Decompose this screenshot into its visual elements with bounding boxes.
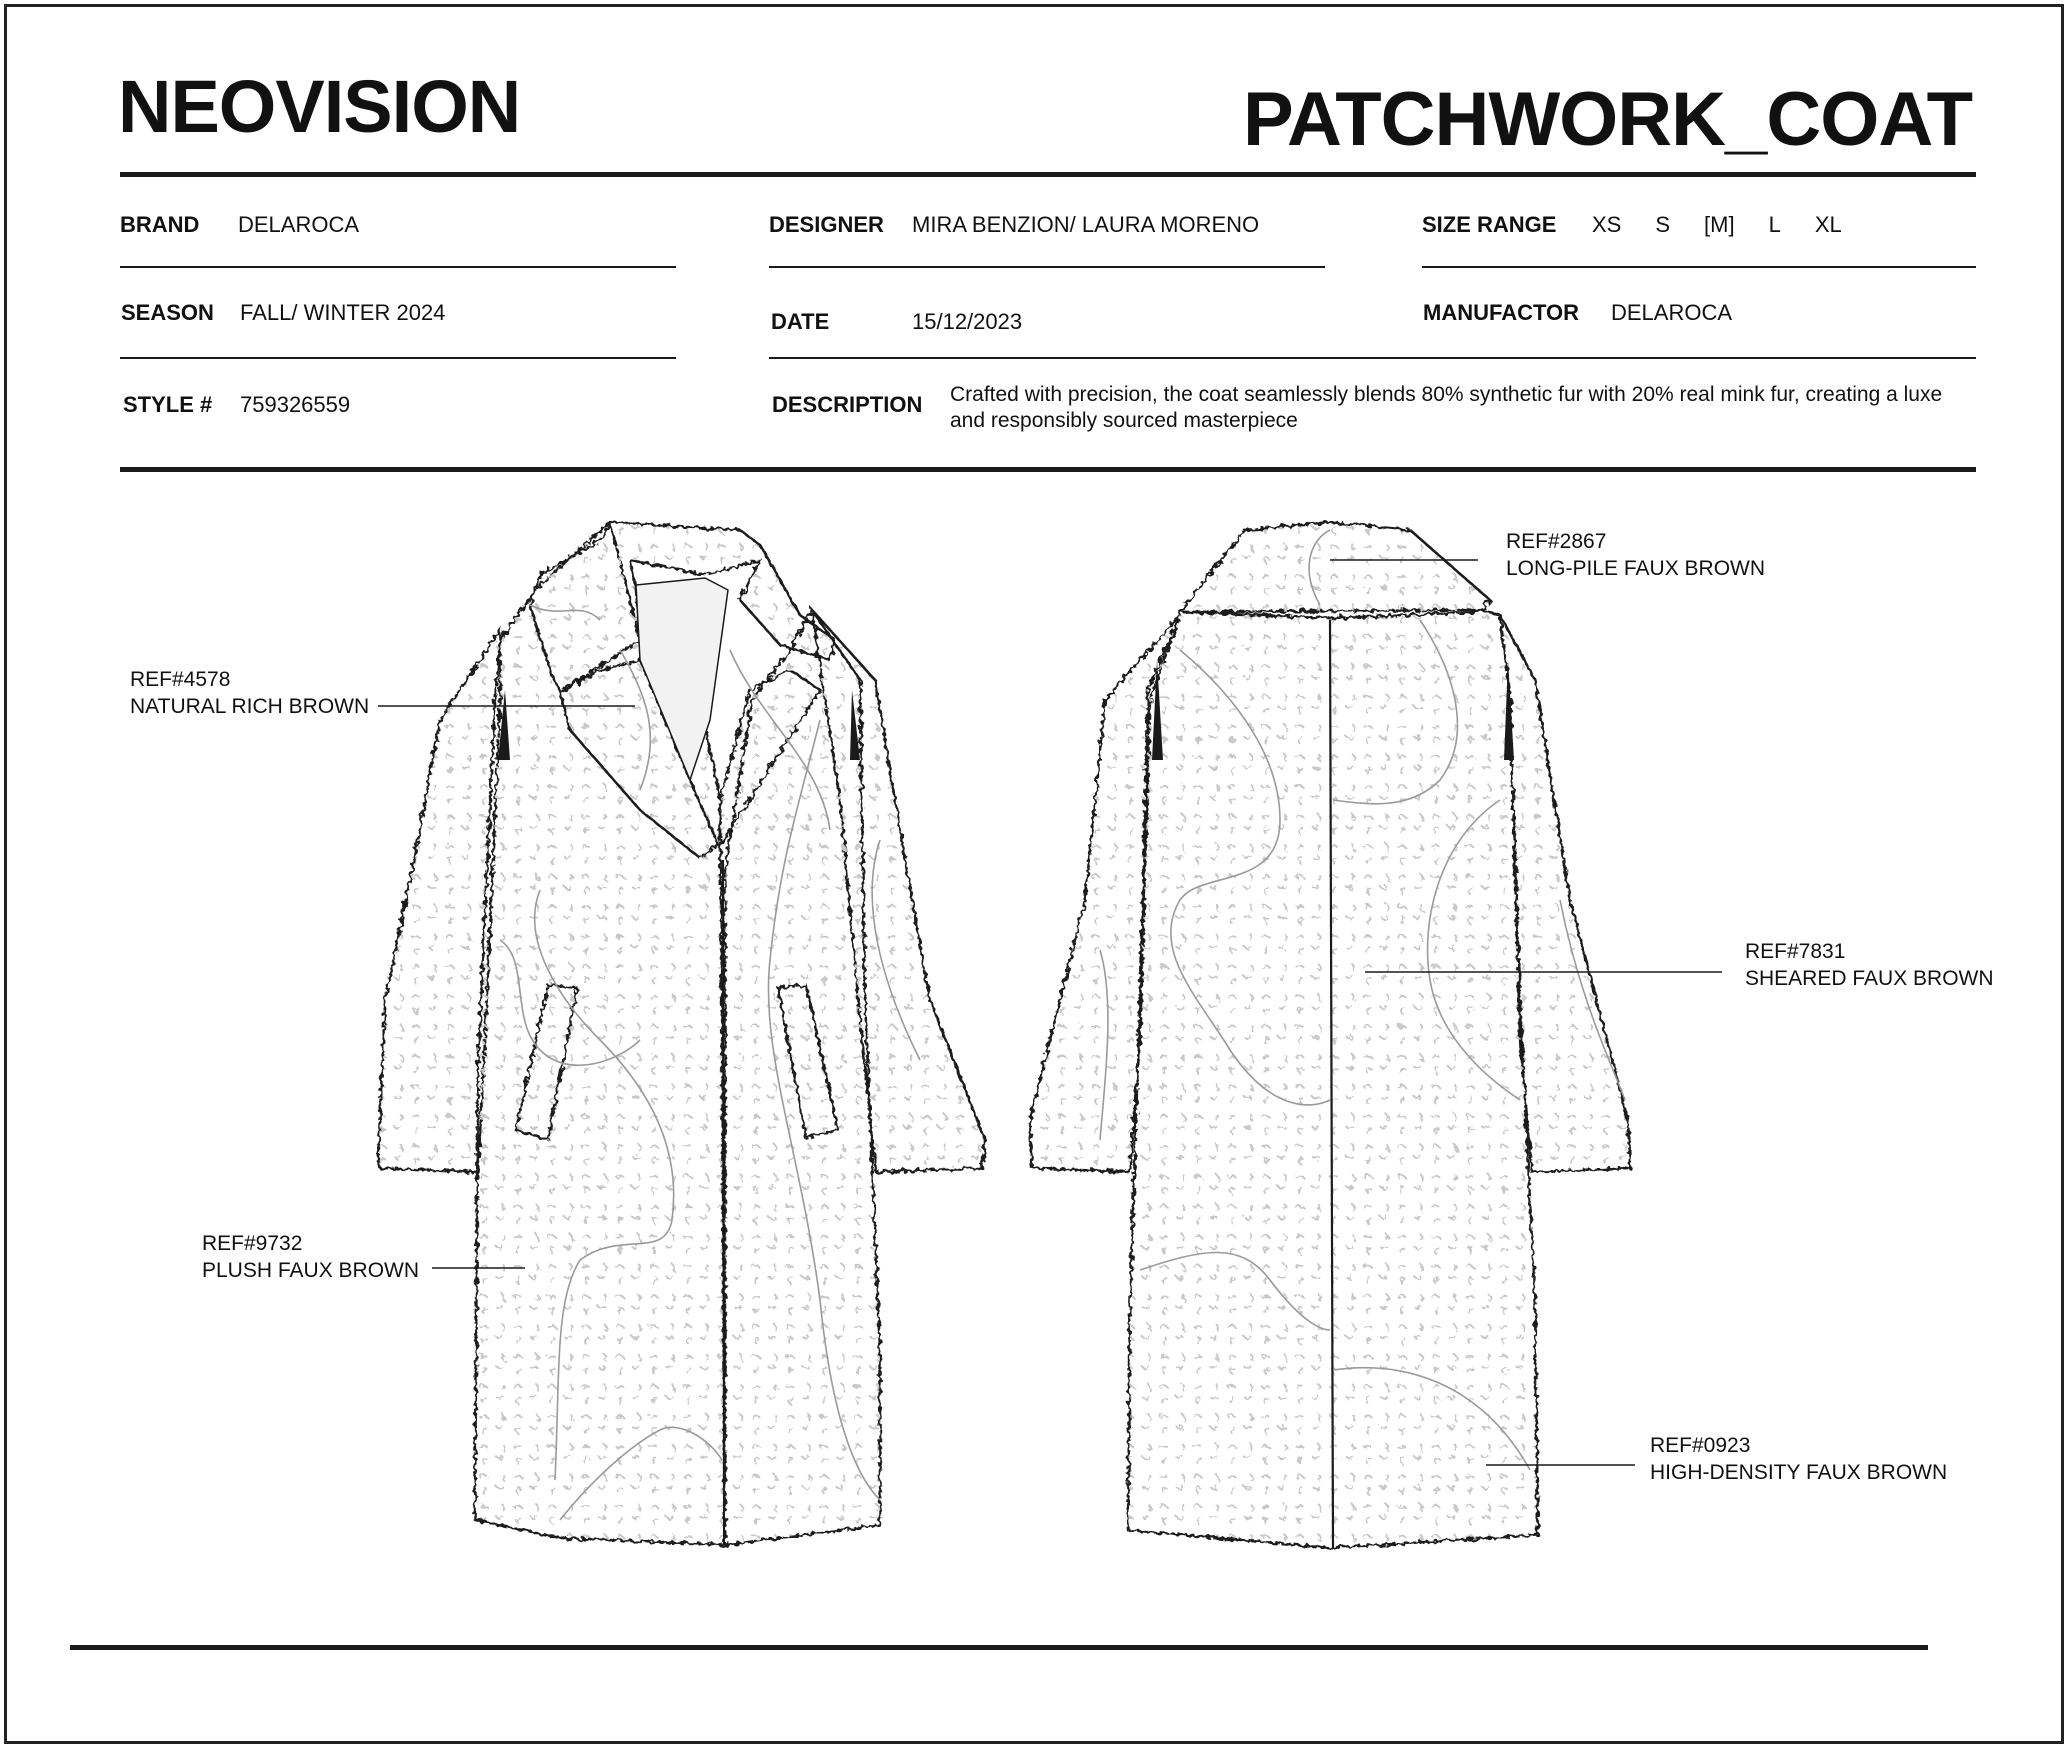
callout-ref-code: REF#0923 — [1650, 1434, 1751, 1457]
callout-material: SHEARED FAUX BROWN — [1745, 967, 1994, 990]
season-label: SEASON — [121, 300, 214, 325]
size-xl: XL — [1814, 212, 1842, 237]
callout-ref-code: REF#2867 — [1506, 530, 1607, 553]
size-range-label: SIZE RANGE — [1422, 212, 1557, 237]
callout-ref9732 — [202, 1230, 419, 1284]
callout-ref-code: REF#7831 — [1745, 940, 1846, 963]
manufactor-label: MANUFACTOR — [1423, 300, 1580, 325]
description-label: DESCRIPTION — [772, 392, 923, 417]
brand-logo: NEOVISION — [118, 65, 521, 148]
back-view-coat — [1030, 522, 1630, 1548]
callout-material: NATURAL RICH BROWN — [130, 695, 370, 718]
size-s: S — [1655, 212, 1671, 237]
date-value: 15/12/2023 — [912, 309, 1023, 334]
footer-divider — [70, 1645, 1928, 1650]
style-value: 759326559 — [240, 392, 351, 417]
page-title: PATCHWORK_COAT — [1242, 77, 1972, 162]
brand-value: DELAROCA — [238, 212, 360, 237]
description-text: Crafted with precision, the coat seamlessly blends 80% synthetic fur with 20% real mink fur, creating a luxe and responsibly sourced masterpiece — [950, 383, 1943, 432]
callout-ref2867 — [1506, 528, 1765, 582]
size-m-selected: [M] — [1704, 212, 1735, 237]
callout-ref7831 — [1745, 938, 1994, 992]
brand-label: BRAND — [120, 212, 200, 237]
callout-ref0923 — [1650, 1432, 1947, 1486]
callout-ref4578 — [130, 666, 369, 720]
callout-ref-code: REF#4578 — [130, 668, 231, 691]
callout-ref-code: REF#9732 — [202, 1232, 303, 1255]
designer-label: DESIGNER — [769, 212, 884, 237]
season-value: FALL/ WINTER 2024 — [240, 300, 446, 325]
designer-value: MIRA BENZION/ LAURA MORENO — [912, 212, 1260, 237]
size-l: L — [1768, 212, 1781, 237]
date-label: DATE — [771, 309, 830, 334]
size-xs: XS — [1592, 212, 1622, 237]
back-collar — [1180, 522, 1490, 618]
callout-material: HIGH-DENSITY FAUX BROWN — [1650, 1461, 1948, 1484]
callout-material: PLUSH FAUX BROWN — [202, 1259, 420, 1282]
manufactor-value: DELAROCA — [1611, 300, 1733, 325]
callout-material: LONG-PILE FAUX BROWN — [1506, 557, 1766, 580]
style-label: STYLE # — [123, 392, 213, 417]
front-view-coat — [378, 522, 985, 1545]
